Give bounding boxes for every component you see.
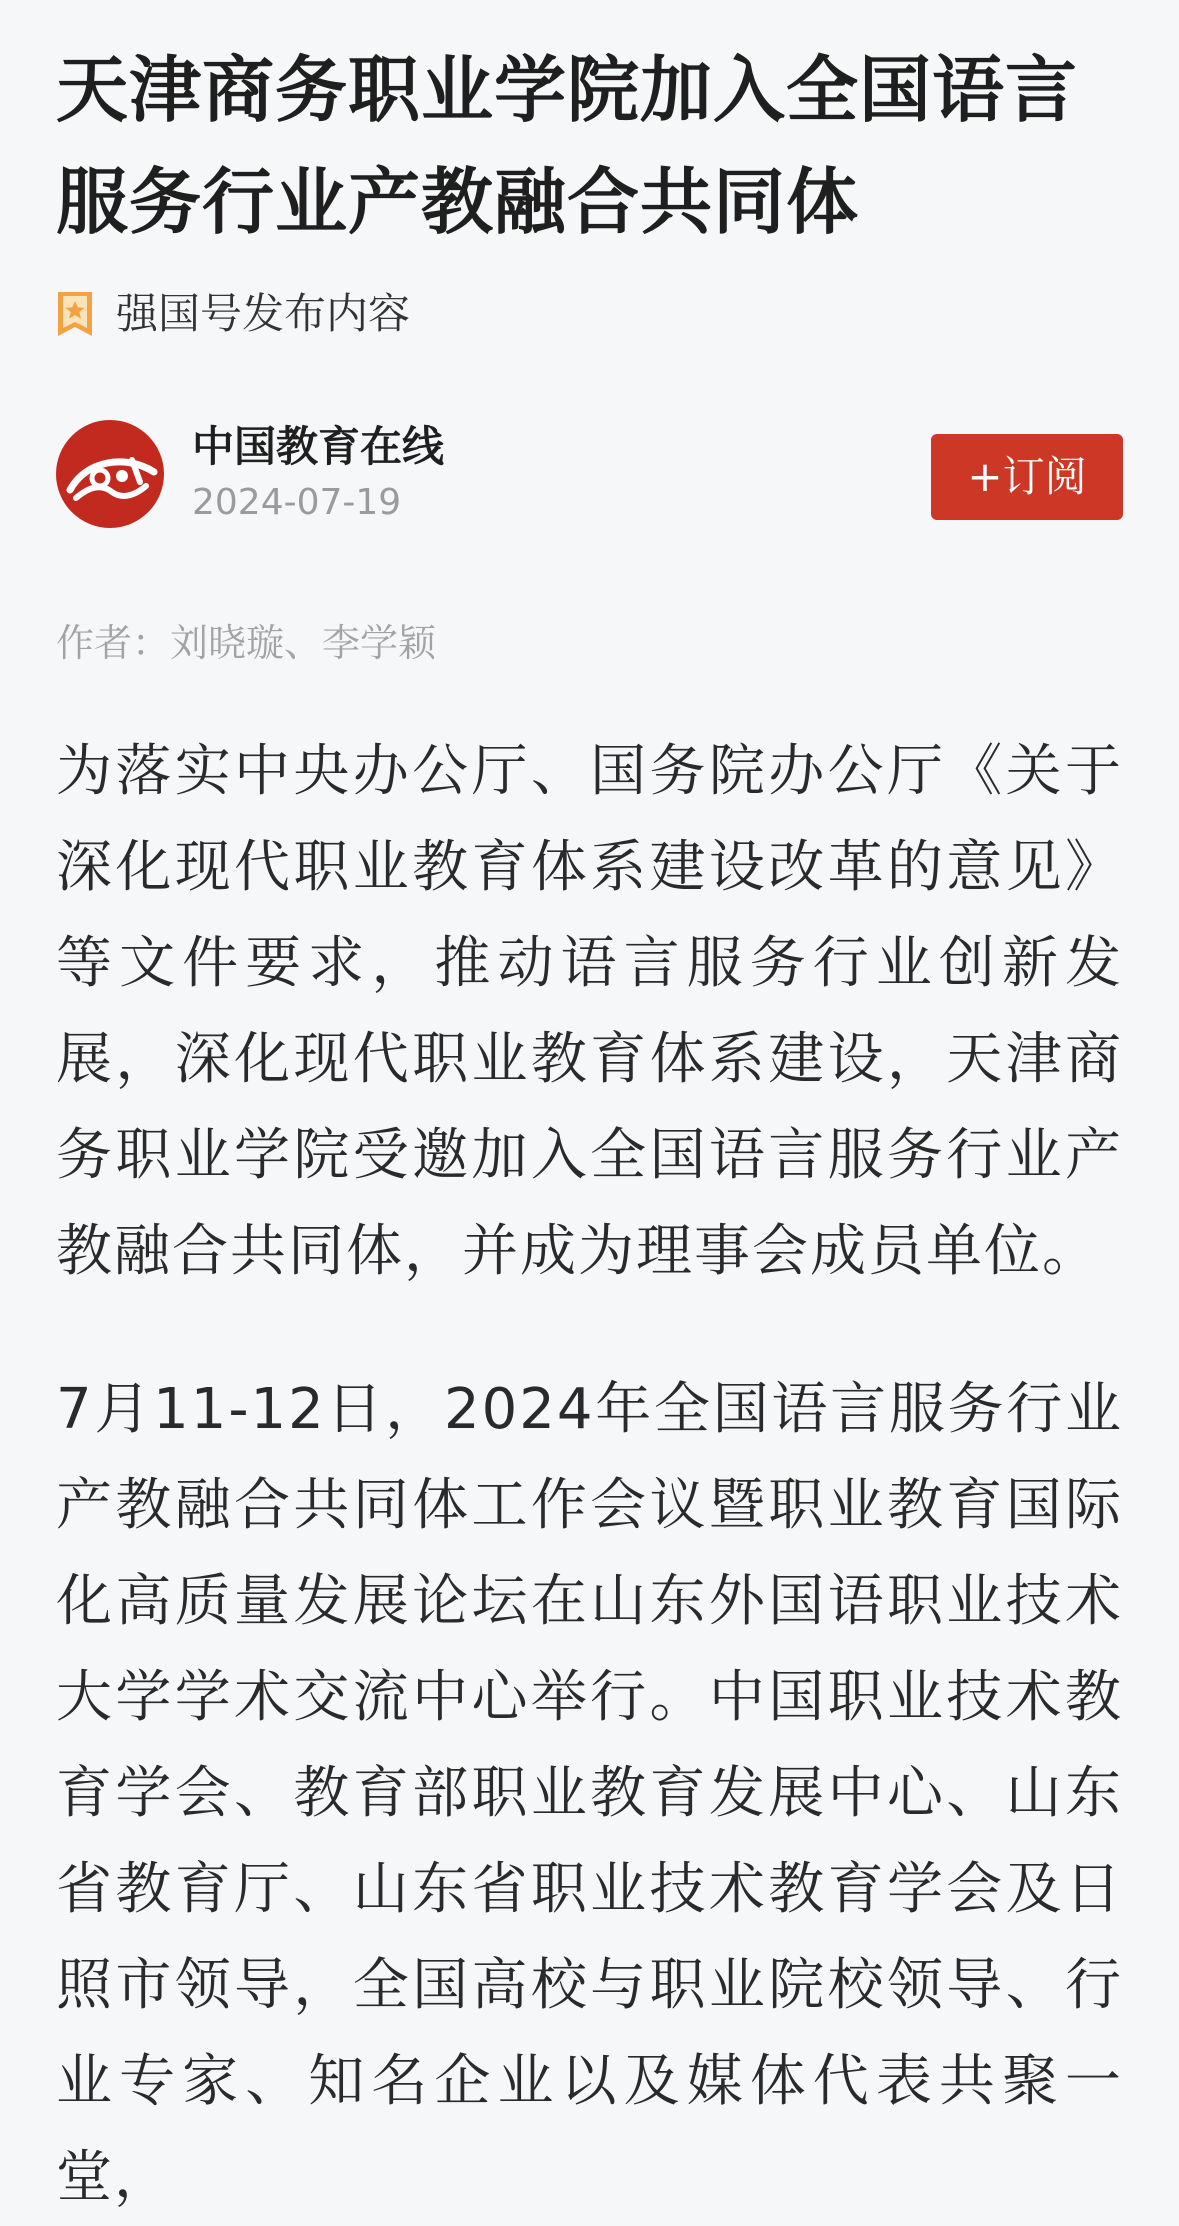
- author-row: [56, 418, 1123, 530]
- article-paragraph: 7月11-12日，2024年全国语言服务行业产教融合共同体工作会议暨职业教育国际化高质量发展论坛在山东外国语职业技术大学学术交流中心举行。中国职业技术教育学会、教育部职业教育发展中心、山东省教育厅、山东省职业技术教育学会及日照市领导，全国高校与职业院校领导、行业专家、知名企业以及媒体代表共聚一堂，: [56, 1377, 1123, 2210]
- source-tag: [56, 286, 1123, 342]
- article-byline: 作者：刘晓璇、李学颖: [56, 621, 437, 665]
- article-paragraph: 为落实中央办公厅、国务院办公厅《关于深化现代职业教育体系建设改革的意见》等文件要求，推动语言服务行业创新发展，深化现代职业教育体系建设，天津商务职业学院受邀加入全国语言服务行业产教融合共同体，并成为理事会成员单位。: [56, 739, 1123, 1284]
- author-name[interactable]: 中国教育在线: [192, 422, 445, 471]
- source-tag-label: 强国号发布内容: [116, 289, 411, 338]
- article-title: 天津商务职业学院加入全国语言服务行业产教融合共同体: [56, 48, 1079, 244]
- star-ribbon-icon: [56, 290, 94, 338]
- article-body: [56, 724, 1123, 2226]
- author-info: [192, 420, 444, 528]
- author-avatar[interactable]: [56, 420, 164, 528]
- subscribe-button[interactable]: +订阅: [931, 434, 1123, 520]
- publish-date: 2024-07-19: [192, 482, 402, 523]
